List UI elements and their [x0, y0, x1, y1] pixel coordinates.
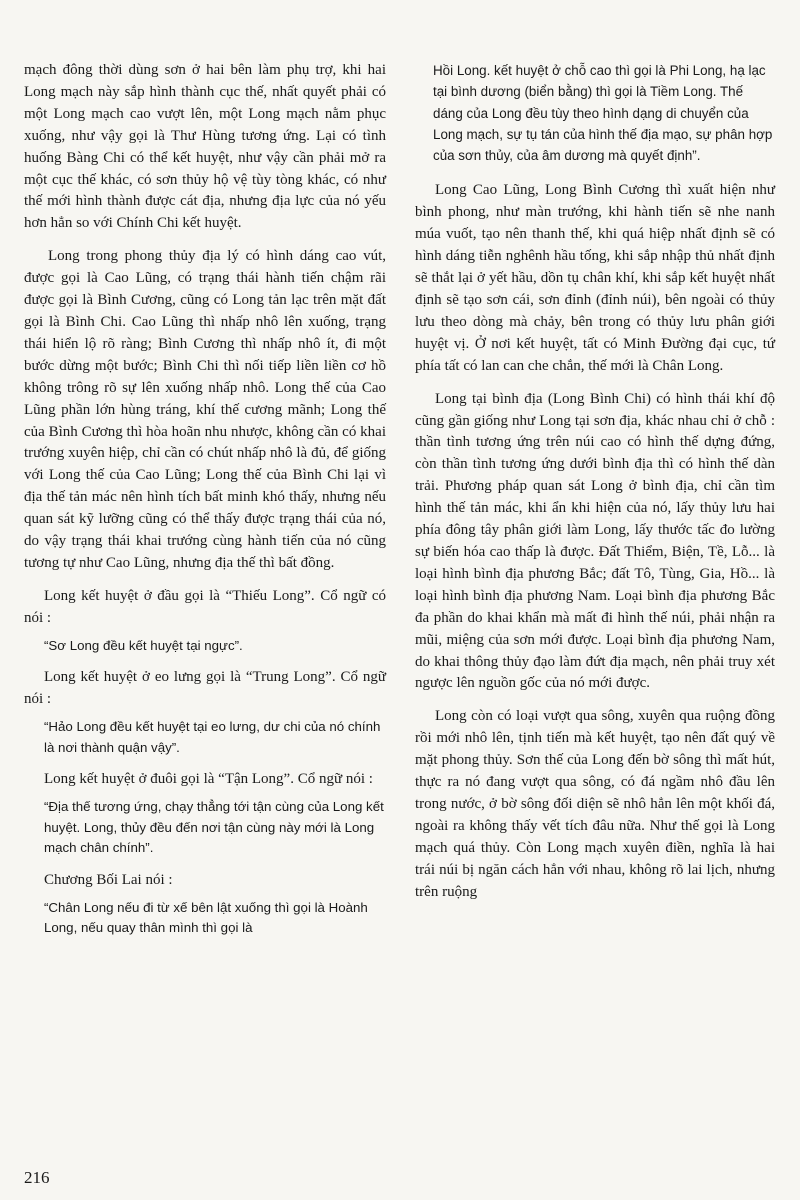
- quotation: Hồi Long. kết huyệt ở chỗ cao thì gọi là Phi Long, hạ lạc tại bình dương (biển bằng) thì gọi là Tiềm Long. Thế dáng của Long đều tùy theo hình dạng di chuyển của Long mạch, sự tụ tán của hình thế địa mạo, sự phân hợp của sơn thủy, của âm dương mà quyết định”.: [433, 63, 773, 164]
- quotation: “Chân Long nếu đi từ xế bên lật xuống thì gọi là Hoành Long, nếu quay thân mình thì gọi là: [44, 899, 368, 936]
- paragraph: Long Cao Lũng, Long Bình Cương thì xuất hiện như bình phong, như màn trướng, khi hành tiến sẽ nhe nanh múa vuốt, tạo nên thanh thế, khi quá hiệp nhất định sẽ có hình dáng tiễn nghênh hầu tống, khi sắp nhập thủ nhất định sẽ thắt lại ở yết hầu, dồn tụ chân khí, khi sắp kết huyệt nhất định sẽ tạo sơn cái, sơn đỉnh (đỉnh núi), bên ngoài có thủy lưu theo dòng mà chảy, bên trong có thủy lưu phân giới huyệt vị. Ở nơi kết huyệt, tất có Minh Đường đại cục, tứ phía tất có lan can che chắn, thế mới là Chân Long.: [415, 182, 775, 374]
- paragraph: mạch đông thời dùng sơn ở hai bên làm phụ trợ, khi hai Long mạch này sắp hình thành cục thế, nhất quyết phải có một Long mạch cao vượt lên, một Long mạch nằm phục xuống, như vậy gọi là Thư Hùng tương ứng. Lại có tình huống Bàng Chi có thể kết huyệt, như vậy cần phải mở ra một cục thế khác, có sơn thủy hộ vệ tùy tòng khác, có như thế mới hình thành được cát địa, nhưng địa lực của nó yếu hơn hẳn so với Chính Chi kết huyệt.: [24, 62, 386, 232]
- paragraph: Long tại bình địa (Long Bình Chi) có hình thái khí độ cũng gần giống như Long tại sơn địa, khác nhau chỉ ở chỗ : thần tình tương ứng trên núi cao có hình thế dựng đứng, còn thần tình tương ứng dưới bình địa thì có hình thế dàn trải. Phương pháp quan sát Long ở bình địa, chỉ cần tìm hình thế tản mác, khi ẩn khi hiện của nó, lấy thủy lưu hai phía đông tây phân giới làm Long, lấy thước tấc đo lường sự biến hóa cao thấp là được. Đất Thiểm, Biện, Tề, Lỗ... là loại hình bình địa phương Bắc; đất Tô, Tùng, Gia, Hồ... là loại hình bình địa phương Nam. Loại bình địa phương Bắc đa phần do khai khẩn mà mất đi hình thế núi, phải nhận ra mũi, miệng của sơn mới được. Loại bình địa phương Nam, do khai thông thủy đạo làm đứt địa mạch, nên phải truy xét ngược lên nguồn gốc của nó mới được.: [415, 390, 775, 692]
- quotation: “Địa thế tương ứng, chạy thẳng tới tận cùng của Long kết huyệt. Long, thủy đều đến nơi tận cùng này mới là Long mạch chân chính”.: [44, 799, 384, 856]
- quotation: “Sơ Long đều kết huyệt tại ngực”.: [44, 637, 243, 653]
- paragraph: Chương Bối Lai nói :: [44, 871, 173, 888]
- left-column: [24, 60, 386, 950]
- paragraph: Long còn có loại vượt qua sông, xuyên qua ruộng đồng rồi mới nhô lên, tịnh tiến mà kết huyệt, tạo nên đất quý về mặt phong thủy. Sơn thế của Long đến bờ sông thì mất hút, thực ra nó đang vượt qua sông, có đá ngầm nhô đầu lên trong nước, ở bờ sông đối diện sẽ nhô hẳn lên một khối đá, ngoài ra không thấy vết tích đâu nữa. Như thế gọi là Long mạch quá thủy. Còn Long mạch xuyên điền, nghĩa là hai trái núi bị ngăn cách hẳn với nhau, không rõ lai lịch, nhưng trên ruộng: [415, 708, 775, 900]
- paragraph: Long kết huyệt ở eo lưng gọi là “Trung Long”. Cổ ngữ nói :: [24, 669, 386, 708]
- quotation: “Hảo Long đều kết huyệt tại eo lưng, dư chi của nó chính là nơi thành quận vậy”.: [44, 719, 381, 755]
- paragraph: Long trong phong thủy địa lý có hình dáng cao vút, được gọi là Cao Lũng, có trạng thái hành tiến chậm rãi được gọi là Bình Cương, cũng có Long tản lạc trên mặt đất gọi là Bình Chi. Cao Lũng thì nhấp nhô lên xuống, trạng thái hiển lộ rõ ràng; Bình Cương thì nhấp nhô ít, đi một bước dừng một bước; Bình Chi thì nối tiếp liền liền cơ hồ không trông rõ sự lên xuống nhấp nhô. Long thế của Cao Lũng phần lớn hùng tráng, khí thế cương mãnh; Long thế của Bình Cương thì hòa hoãn nhu nhược, không cần có khai trướng xuyên hiệp, chỉ cần có chút nhấp nhô là đủ, để giống với Long thế của Cao Lũng; Long thế của Bình Chi lại vì địa thế tản mác nên hình tích bất minh khó thấy, nhưng nếu quan sát kỹ lưỡng cũng có thể thấy được trạng thái của nó, do vậy trạng thái khai trướng cùng hành tiến của nó cũng tương tự như Cao Lũng, nhưng địa thế thì bất đồng.: [24, 248, 386, 571]
- page-number: 216: [24, 1168, 50, 1187]
- paragraph: Long kết huyệt ở đầu gọi là “Thiếu Long”. Cổ ngữ có nói :: [24, 587, 386, 626]
- right-column: [415, 60, 775, 914]
- paragraph: Long kết huyệt ở đuôi gọi là “Tận Long”. Cổ ngữ nói :: [44, 771, 373, 788]
